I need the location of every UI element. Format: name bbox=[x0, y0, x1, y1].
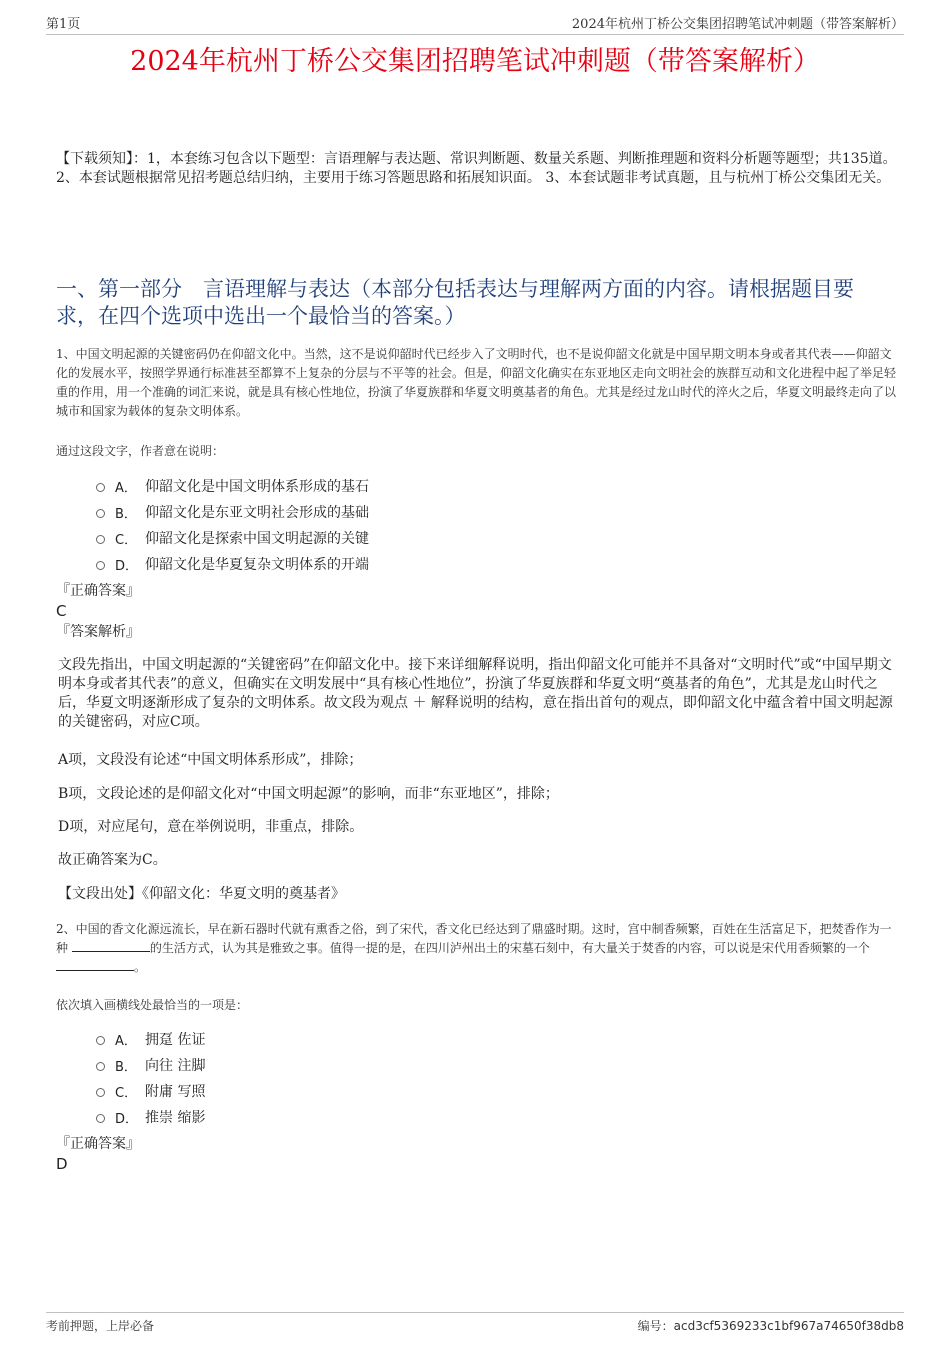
q2-answer-label: 『正确答案』 bbox=[56, 1136, 140, 1152]
footer-slogan: 考前押题，上岸必备 bbox=[46, 1319, 155, 1333]
q2-option-d[interactable]: D． 推崇 缩影 bbox=[96, 1104, 205, 1130]
header-doc-name: 2024年杭州丁桥公交集团招聘笔试冲刺题（带答案解析） bbox=[571, 17, 904, 32]
q1-option-b[interactable]: B． 仰韶文化是东亚文明社会形成的基础 bbox=[96, 499, 369, 525]
q1-analysis-main bbox=[58, 656, 900, 732]
q2-answer: D bbox=[56, 1155, 68, 1173]
footer-code: 编号：acd3cf5369233c1bf967a74650f38db8 bbox=[637, 1319, 904, 1333]
q1-analysis-d bbox=[58, 818, 900, 837]
question-2-prompt-wrap bbox=[56, 996, 900, 1014]
radio-icon[interactable] bbox=[96, 483, 105, 492]
q1-analysis-source bbox=[58, 885, 900, 904]
radio-icon[interactable] bbox=[96, 1114, 105, 1123]
page-header bbox=[46, 14, 904, 35]
analysis-paragraph: D项，对应尾句，意在举例说明，非重点，排除。 bbox=[58, 819, 364, 835]
q1-option-c[interactable]: C． 仰韶文化是探索中国文明起源的关键 bbox=[96, 525, 369, 551]
analysis-paragraph: A项，文段没有论述“中国文明体系形成”，排除； bbox=[58, 752, 363, 768]
q2-option-a[interactable]: A． 拥趸 佐证 bbox=[96, 1026, 205, 1052]
question-1 bbox=[56, 345, 900, 421]
download-notice: 【下载须知】：1，本套练习包含以下题型：言语理解与表达题、常识判断题、数量关系题、判断推理题和资料分析题等题型；共135道。 2、本套试题根据常见招考题总结归纳，主要用于练习答题思路和拓展知识面。 3、本套试题非考试真题，且与杭州丁桥公交集团无关。 bbox=[56, 151, 897, 186]
question-2-text: 2、中国的香文化源远流长，早在新石器时代就有熏香之俗，到了宋代，香文化已经达到了鼎盛时期。这时，宫中制香频繁，百姓在生活富足下，把焚香作为一种 的生活方式，认为其是雅致之事。值得一提的是，在四川泸州出土的宋墓石刻中，有大量关于焚香的内容，可以说是宋代用香频繁的一个 。 bbox=[56, 922, 892, 974]
fill-blank-1 bbox=[72, 939, 150, 952]
radio-icon[interactable] bbox=[96, 561, 105, 570]
q1-answer: C bbox=[56, 602, 67, 620]
q1-answer-label: 『正确答案』 bbox=[56, 583, 140, 599]
radio-icon[interactable] bbox=[96, 535, 105, 544]
q1-analysis-a bbox=[58, 751, 900, 770]
question-1-prompt-wrap bbox=[56, 442, 900, 460]
radio-icon[interactable] bbox=[96, 1062, 105, 1071]
q1-option-a[interactable]: A． 仰韶文化是中国文明体系形成的基石 bbox=[96, 473, 369, 499]
question-1-prompt: 通过这段文字，作者意在说明： bbox=[56, 444, 225, 458]
q2-option-b[interactable]: B． 向往 注脚 bbox=[96, 1052, 205, 1078]
radio-icon[interactable] bbox=[96, 1036, 105, 1045]
q1-analysis-label: 『答案解析』 bbox=[56, 624, 140, 640]
question-2-prompt: 依次填入画横线处最恰当的一项是： bbox=[56, 998, 249, 1012]
fill-blank-2 bbox=[56, 958, 134, 971]
question-1-options bbox=[96, 473, 369, 577]
radio-icon[interactable] bbox=[96, 1088, 105, 1097]
analysis-paragraph: 文段先指出，中国文明起源的“关键密码”在仰韶文化中。接下来详细解释说明，指出仰韶文化可能并不具备对“文明时代”或“中国早期文明本身或者其代表”的意义，但确实在文明发展中“具有核心性地位”，扮演了华夏族群和华夏文明“奠基者的角色”，尤其是龙山时代之后，华夏文明逐渐形成了复杂的文明体系。故文段为观点 ＋ 解释说明的结构，意在指出首句的观点，即仰韶文化中蕴含着中国文明起源的关键密码，对应C项。 bbox=[58, 657, 893, 730]
section-heading: 一、第一部分 言语理解与表达（本部分包括表达与理解两方面的内容。请根据题目要求，在四个选项中选出一个最恰当的答案。） bbox=[56, 277, 854, 328]
document-title: 2024年杭州丁桥公交集团招聘笔试冲刺题（带答案解析） bbox=[130, 46, 820, 77]
q1-option-d[interactable]: D． 仰韶文化是华夏复杂文明体系的开端 bbox=[96, 551, 369, 577]
question-1-text: 1、中国文明起源的关键密码仍在仰韶文化中。当然，这不是说仰韶时代已经步入了文明时代，也不是说仰韶文化就是中国早期文明本身或者其代表——仰韶文化的发展水平，按照学界通行标准甚至都算不上复杂的分层与不平等的社会。但是，仰韶文化确实在东亚地区走向文明社会的族群互动和文化进程中起了举足轻重的作用，用一个准确的词汇来说，就是具有核心性地位，扮演了华夏族群和华夏文明奠基者的角色。尤其是经过龙山时代的淬火之后，华夏文明最终走向了以城市和国家为载体的复杂文明体系。 bbox=[56, 347, 897, 418]
analysis-source: 【文段出处】《仰韶文化：华夏文明的奠基者》 bbox=[58, 886, 345, 902]
page-footer bbox=[46, 1312, 904, 1334]
question-2-options bbox=[96, 1026, 205, 1130]
analysis-paragraph: B项，文段论述的是仰韶文化对“中国文明起源”的影响，而非“东亚地区”，排除； bbox=[58, 786, 559, 802]
q1-analysis-b bbox=[58, 785, 900, 804]
radio-icon[interactable] bbox=[96, 509, 105, 518]
analysis-paragraph: 故正确答案为C。 bbox=[58, 852, 167, 868]
q1-analysis-conclusion bbox=[58, 851, 900, 870]
page-number: 第1页 bbox=[46, 17, 81, 32]
q2-option-c[interactable]: C． 附庸 写照 bbox=[96, 1078, 205, 1104]
question-2 bbox=[56, 920, 900, 977]
